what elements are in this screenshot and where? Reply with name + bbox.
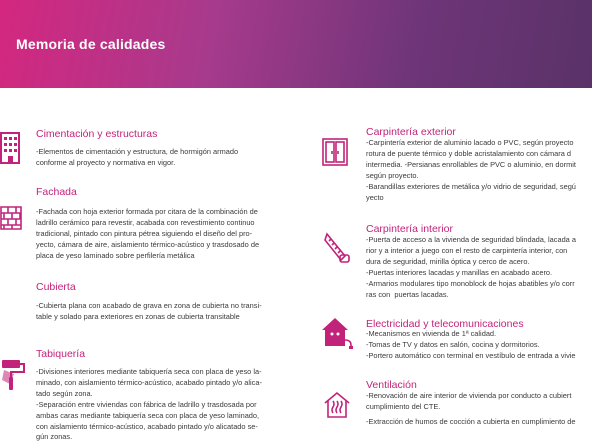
saw-icon bbox=[323, 230, 351, 264]
text-line: -Divisiones interiores mediante tabiquería seca con placa de yeso la- bbox=[36, 367, 262, 376]
section-title: Carpintería interior bbox=[366, 223, 453, 235]
text-line: rotura de puente térmico y doble acristalamiento con cámara d bbox=[366, 148, 571, 158]
text-line: gún zonas. bbox=[36, 432, 73, 442]
text-line: cumplimiento del CTE. bbox=[366, 401, 441, 411]
text-line: -Fachada con hoja exterior formada por citara de la combinación de bbox=[36, 207, 258, 216]
text-line: tado según zona. bbox=[36, 388, 93, 398]
text-line: ambas caras mediante tabiquería seca con placa de yeso laminado, bbox=[36, 410, 260, 420]
section-fachada bbox=[36, 186, 259, 262]
page-title: Memoria de calidades bbox=[16, 36, 166, 52]
text-line: dura de seguridad, mirilla óptica y cerco de acero. bbox=[366, 256, 530, 266]
section-cimentacion bbox=[36, 128, 238, 169]
text-line: -Tomas de TV y datos en salón, cocina y dormitorios. bbox=[366, 339, 540, 349]
section-body bbox=[366, 329, 576, 362]
section-title: Carpintería exterior bbox=[366, 126, 456, 138]
text-line: -Puertas interiores lacadas y manillas en acabado acero. bbox=[366, 267, 553, 277]
text-line: yecto, cámara de aire, aislamiento térmico-acústico y trasdosado de bbox=[36, 239, 260, 249]
text-line: -Extracción de humos de cocción a cubierta en cumplimiento de bbox=[366, 416, 576, 426]
house-plug-icon bbox=[320, 316, 356, 350]
brick-wall-icon bbox=[0, 206, 22, 230]
text-line: tradicional, pintado con pintura pétrea siguiendo el diseño del pro- bbox=[36, 228, 253, 238]
section-carpinteria-exterior bbox=[366, 126, 576, 203]
text-line: -Portero automático con terminal en vestíbulo de entrada a vivie bbox=[366, 350, 576, 360]
section-title: Ventilación bbox=[366, 379, 417, 391]
text-line: -Cubierta plana con acabado de grava en zona de cubierta no transi- bbox=[36, 301, 262, 310]
window-icon bbox=[321, 137, 349, 167]
section-body bbox=[36, 207, 259, 262]
text-line: -Mecanismos en vivienda de 1ª calidad. bbox=[366, 329, 497, 338]
section-ventilacion bbox=[366, 379, 576, 428]
text-line: -Separación entre viviendas con fábrica de ladrillo y trasdosada por bbox=[36, 399, 257, 409]
text-line: ladrillo cerámico para revestir, acabada con revestimiento continuo bbox=[36, 217, 255, 227]
text-line: -Puerta de acceso a la vivienda de seguridad blindada, lacada a bbox=[366, 235, 576, 244]
section-body bbox=[36, 301, 262, 323]
text-line: minado, con aislamiento térmico-acústico, acabado pintado y/o alica- bbox=[36, 377, 262, 387]
section-body bbox=[366, 235, 576, 300]
section-title: Fachada bbox=[36, 186, 77, 198]
section-title: Cimentación y estructuras bbox=[36, 128, 158, 140]
text-line: rior y a interior a juego con el resto de carpintería interior, con bbox=[366, 245, 568, 255]
paint-roller-icon bbox=[0, 358, 26, 392]
text-line: -Armarios modulares tipo monoblock de hojas abatibles y/o corr bbox=[366, 278, 575, 288]
section-cubierta bbox=[36, 281, 262, 323]
section-body bbox=[36, 147, 238, 169]
section-title: Cubierta bbox=[36, 281, 76, 293]
section-title: Electricidad y telecomunicaciones bbox=[366, 318, 524, 330]
text-line: table y solado para exteriores en zonas de cubierta transitable bbox=[36, 311, 240, 321]
building-icon bbox=[0, 131, 22, 165]
text-line: -Renovación de aire interior de vivienda por conducto a cubiert bbox=[366, 391, 572, 400]
text-line: intermedia. -Persianas enrollables de PVC o aluminio, en dormit bbox=[366, 159, 576, 169]
section-body bbox=[366, 138, 576, 203]
section-tabiqueria bbox=[36, 348, 262, 443]
text-line: placa de yeso laminado sobre perfilería metálica bbox=[36, 250, 195, 260]
text-line: según proyecto. bbox=[366, 170, 419, 180]
text-line: yecto bbox=[366, 192, 384, 202]
text-line: ras con puertas lacadas. bbox=[366, 289, 449, 299]
section-body bbox=[36, 367, 262, 443]
section-carpinteria-interior bbox=[366, 223, 576, 300]
text-line: -Barandillas exteriores de metálica y/o vidrio de seguridad, segú bbox=[366, 181, 576, 191]
text-line: conforme al proyecto y normativa en vigor. bbox=[36, 157, 176, 167]
text-line: -Carpintería exterior de aluminio lacado o PVC, según proyecto bbox=[366, 138, 574, 147]
ventilation-icon bbox=[322, 391, 352, 419]
section-body bbox=[366, 391, 576, 428]
section-electricidad bbox=[366, 318, 576, 362]
page-header bbox=[0, 0, 592, 88]
text-line: -Elementos de cimentación y estructura, de hormigón armado bbox=[36, 147, 239, 156]
text-line: con aislamiento térmico-acústico, acabado pintado y/o alicatado se- bbox=[36, 421, 258, 431]
section-title: Tabiquería bbox=[36, 348, 86, 360]
